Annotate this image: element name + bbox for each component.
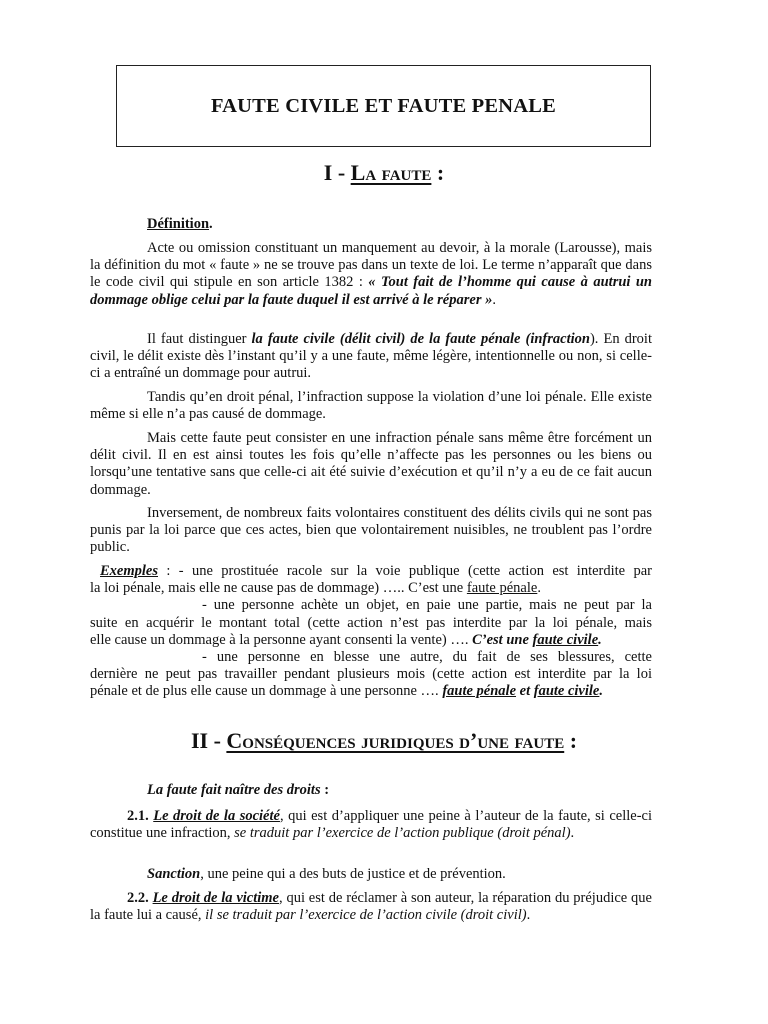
rights-intro: [147, 782, 547, 799]
society-right-italic: se traduit par l’exercice de l’action publique (droit pénal): [234, 825, 571, 842]
paragraph-society-right: [90, 808, 652, 842]
examples-label: Exemples: [100, 563, 158, 579]
example-1-qualification: faute pénale: [466, 580, 538, 597]
section-1-heading: [0, 160, 768, 186]
paragraph-distinction: [90, 331, 652, 383]
paragraph-definition: [90, 240, 652, 309]
example-2-line-1: - une personne achète un objet, en paie une partie, mais ne peut par la: [202, 597, 652, 614]
document-title: FAUTE CIVILE ET FAUTE PENALE: [210, 94, 557, 117]
item-2-1-number: 2.1.: [127, 808, 154, 824]
example-1-line-2: [90, 580, 652, 597]
example-2-qualification: faute civile: [532, 631, 599, 648]
definition-heading: Définition.: [147, 216, 213, 232]
section-2-title: Conséquences juridiques d’une faute: [226, 728, 565, 753]
section-1-separator: -: [332, 160, 351, 185]
example-3-line-3: [90, 683, 652, 700]
section-2-number: II: [190, 728, 209, 753]
paragraph-distinction-end: ). En droit civil, le délit existe dès l’instant qu’il y a une faute, même légère, intentionnelle ou non, si celle-ci a entraîné un dommage pour autrui.: [90, 331, 652, 382]
example-3-end: .: [599, 683, 603, 700]
example-2-lead: C’est une: [472, 631, 533, 648]
example-3-text: pénale et de plus elle cause un dommage à une personne ….: [90, 683, 443, 700]
sanction-label: Sanction: [147, 866, 201, 882]
example-3-qualification-1: faute pénale: [442, 683, 517, 700]
example-2-line-2: suite en acquérir le montant total (cette action n’est pas interdite par la loi pénale, mais: [90, 614, 652, 631]
paragraph-definition-end: .: [492, 291, 496, 308]
example-3-qualification-2: faute civile: [533, 683, 600, 700]
paragraph-penal: Tandis qu’en droit pénal, l’infraction suppose la violation d’une loi pénale. Elle existe même si elle n’a pas causé de dommage.: [90, 389, 652, 423]
paragraph-inversement: Inversement, de nombreux faits volontaires constituent des délits civils qui ne sont pas punis par la loi parce que ces actes, bien que volontairement nuisibles, ne troublent pas l’ordre public.: [90, 505, 652, 556]
society-right-end: .: [570, 825, 575, 842]
example-3-line-1: - une personne en blesse une autre, du fait de ses blessures, cette: [202, 649, 652, 666]
section-2-separator: -: [208, 728, 227, 753]
paragraph-distinction-start: Il faut distinguer: [147, 331, 252, 347]
victim-right-end: .: [526, 907, 531, 924]
section-2-colon: :: [564, 728, 578, 753]
example-2-end: .: [598, 631, 602, 648]
definition-label: Définition: [147, 216, 210, 232]
examples-block: [90, 563, 652, 701]
example-1-text: : - une prostituée racole sur la voie publique (cette action est interdite par: [158, 563, 652, 579]
section-1-title: La faute: [350, 160, 432, 185]
victim-right-text: , qui est de réclamer à son auteur, la réparation du préjudice que la faute lui a causé,: [90, 890, 652, 924]
rights-intro-text: La faute fait naître des droits: [147, 782, 321, 798]
sanction-text: , une peine qui a des buts de justice et de prévention.: [200, 866, 506, 882]
victim-right-label: Le droit de la victime: [152, 890, 279, 906]
distinction-emphasis: la faute civile (délit civil) de la faute pénale (infraction: [251, 331, 590, 347]
paragraph-definition-text: Acte ou omission constituant un manquement au devoir, à la morale (Larousse), mais la définition du mot « faute » ne se trouve pas dans un texte de loi. Le terme n’apparaît que dans le code civil qui stipule en son article 1382 :: [90, 240, 652, 291]
example-2-text: elle cause un dommage à la personne ayant consenti la vente) ….: [90, 631, 473, 648]
section-1-colon: :: [431, 160, 445, 185]
example-2-line-3: [90, 632, 652, 649]
paragraph-sanction: [90, 866, 652, 883]
title-box: [116, 65, 651, 147]
example-1-end: .: [537, 580, 541, 597]
example-3-line-2: dernière ne peut pas travailler pendant plusieurs mois (cette action est interdite par la loi: [90, 666, 652, 683]
example-3-and: et: [516, 683, 534, 700]
article-1382-quote: « Tout fait de l’homme qui cause à autrui un dommage oblige celui par la faute duquel il est arrivé à le réparer »: [90, 274, 652, 308]
rights-intro-colon: :: [320, 782, 330, 798]
victim-right-italic: il se traduit par l’exercice de l’action civile (droit civil): [205, 907, 527, 924]
example-1-text-2: la loi pénale, mais elle ne cause pas de dommage) ….. C’est une: [90, 580, 467, 597]
paragraph-infraction: Mais cette faute peut consister en une infraction pénale sans même être forcément un délit civil. Il en est ainsi toutes les fois qu’elle n’affecte pas les personnes ou les biens ou lorsqu’une tentative sans que celle-ci ait été suivie d’exécution et qu’il n’y a eu de ce fait aucun dommage.: [90, 430, 652, 498]
society-right-text: , qui est d’appliquer une peine à l’auteur de la faute, si celle-ci constitue une infraction,: [90, 808, 652, 842]
society-right-label: Le droit de la société: [153, 808, 280, 824]
section-1-number: I: [323, 160, 333, 185]
paragraph-victim-right: [90, 890, 652, 924]
item-2-2-number: 2.2.: [127, 890, 153, 906]
example-1-line-1: [90, 563, 652, 580]
section-2-heading: [0, 728, 768, 754]
